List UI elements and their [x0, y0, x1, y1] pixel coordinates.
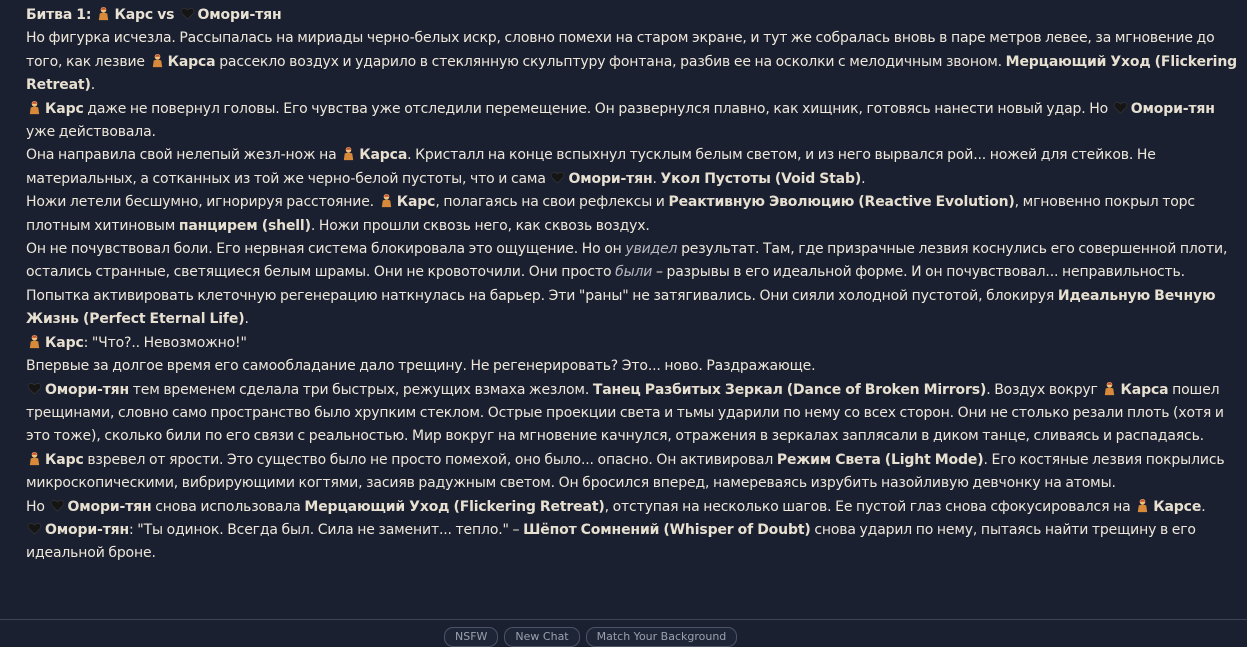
- story-paragraph: [26, 449, 1241, 496]
- character-name-kars: Карс: [396, 194, 436, 211]
- text: , полагаясь на свои рефлексы и: [435, 194, 665, 211]
- person-emoji-icon: [1135, 498, 1150, 513]
- black-heart-emoji-icon: [550, 170, 565, 185]
- text: . Его костяные лезвия покрылись микроскопическими, вибрирующими когтями, засияв радужным светом. Он бросился вперед, намереваясь изрубить назойливую девчонку на атомы.: [26, 451, 1225, 492]
- chip-new-chat[interactable]: New Chat: [504, 627, 579, 647]
- person-emoji-icon: [379, 193, 394, 208]
- person-emoji-icon: [341, 146, 356, 161]
- text: Но: [26, 498, 45, 515]
- person-emoji-icon: [96, 6, 111, 21]
- character-name-kars: Карсе: [1153, 498, 1202, 515]
- text: .: [652, 170, 657, 187]
- text: : "Ты одинок. Всегда был. Сила не заменит... тепло." –: [129, 521, 520, 538]
- skill-name: панцирем (shell): [178, 217, 311, 234]
- text: – разрывы в его идеальной форме. И он почувствовал... неправильность. Попытка активировать клеточную регенерацию наткнулась на барьер. Эти "раны" не затягивались. Они сияли холодной пустотой, блокируя: [26, 264, 1185, 304]
- text: взревел от ярости. Это существо было не просто помехой, оно было... опасно. Он активировал: [87, 451, 774, 468]
- story-paragraph: [26, 379, 1241, 449]
- text: снова использовала: [155, 498, 301, 515]
- black-heart-emoji-icon: [180, 6, 195, 21]
- skill-name: Мерцающий Уход (Flickering Retreat): [26, 53, 1238, 94]
- title-prefix: Битва 1:: [26, 7, 92, 23]
- text: результат. Там, где призрачные лезвия коснулись его совершенной плоти, остались странные, светящиеся белым шрамы. Они не кровоточили. Они просто: [26, 241, 1228, 281]
- story-paragraph: [26, 144, 1241, 191]
- story-paragraph: [26, 191, 1241, 238]
- text: Она направила свой нелепый жезл-нож на: [26, 147, 337, 164]
- black-heart-emoji-icon: [27, 381, 42, 396]
- story-paragraph: [26, 355, 1241, 378]
- suggestion-chips: [444, 627, 737, 647]
- text: снова ударил по нему, пытаясь найти трещину в его идеальной броне.: [26, 521, 1196, 562]
- text: даже не повернул головы. Его чувства уже отследили перемещение. Он развернулся плавно, как хищник, готовясь нанести новый удар. Но: [87, 100, 1109, 117]
- text: .: [90, 77, 96, 94]
- text: . Воздух вокруг: [986, 381, 1098, 398]
- character-name-omori: Омори-тян: [45, 381, 130, 398]
- battle-title: [26, 4, 1241, 27]
- skill-name: Мерцающий Уход (Flickering Retreat): [304, 498, 605, 515]
- text: уже действовала.: [26, 124, 156, 141]
- text: , мгновенно покрыл торс плотным хитиновым: [26, 194, 1195, 234]
- text: .: [861, 170, 866, 187]
- black-heart-emoji-icon: [50, 498, 65, 513]
- divider: [0, 619, 1247, 620]
- character-name-kars: Карс: [45, 451, 84, 468]
- story-paragraph: [26, 27, 1241, 97]
- italic-text: были: [615, 264, 653, 281]
- black-heart-emoji-icon: [27, 521, 42, 536]
- skill-name: Танец Разбитых Зеркал (Dance of Broken Mirrors): [592, 381, 987, 398]
- person-emoji-icon: [27, 334, 42, 349]
- text: Ножи летели бесшумно, игнорируя расстояние.: [26, 194, 374, 211]
- title-vs: vs: [157, 7, 175, 23]
- character-name-omori: Омори-тян: [67, 498, 152, 515]
- text: пошел трещинами, словно само пространство было хрупким стеклом. Острые проекции света и тьмы ударили по нему со всех сторон. Они не столько резали плоть (хотя и это тоже), сколько били по его связи с реальностью. Мир вокруг на мгновение качнулся, отражения в зеркалах заплясали в диком танце, сливаясь и распадаясь.: [26, 381, 1224, 445]
- character-name-kars: Карса: [359, 147, 408, 164]
- skill-name: Реактивную Эволюцию (Reactive Evolution): [668, 194, 1015, 211]
- text: .: [1201, 498, 1206, 515]
- character-name-kars: Карс: [114, 7, 154, 23]
- story-paragraph: [26, 519, 1241, 566]
- person-emoji-icon: [27, 451, 42, 466]
- character-name-kars: Карс: [45, 100, 84, 117]
- text: .: [244, 311, 249, 328]
- chip-match-background[interactable]: Match Your Background: [586, 627, 738, 647]
- character-name-kars: Карс: [45, 334, 84, 351]
- text: Впервые за долгое время его самообладание дало трещину. Не регенерировать? Это... ново. Раздражающе.: [26, 358, 816, 375]
- skill-name: Шёпот Сомнений (Whisper of Doubt): [523, 521, 811, 538]
- person-emoji-icon: [1102, 381, 1117, 396]
- story-paragraph: [26, 98, 1241, 145]
- skill-name: Режим Света (Light Mode): [776, 451, 984, 468]
- italic-text: увидел: [625, 241, 678, 258]
- skill-name: Идеальную Вечную Жизнь (Perfect Eternal Life): [26, 287, 1216, 328]
- story-paragraph: [26, 238, 1241, 332]
- chip-nsfw[interactable]: NSFW: [444, 627, 498, 647]
- person-emoji-icon: [150, 53, 165, 68]
- text: : "Что?.. Невозможно!": [83, 334, 247, 351]
- text: Но фигурка исчезла. Рассыпалась на мириады черно-белых искр, словно помехи на старом экране, и тут же собралась вновь в паре метров левее, за мгновение до того, как лезвие: [26, 30, 1215, 70]
- person-emoji-icon: [27, 100, 42, 115]
- character-name-omori: Омори-тян: [1130, 100, 1215, 117]
- text: . Кристалл на конце вспыхнул тусклым белым светом, и из него вырвался рой... ножей для стейков. Не материальных, а сотканных из той же черно-белой пустоты, что и сама: [26, 147, 1156, 187]
- text: , отступая на несколько шагов. Ее пустой глаз снова сфокусировался на: [604, 498, 1131, 515]
- character-name-kars: Карса: [167, 53, 216, 70]
- text: Он не почувствовал боли. Его нервная система блокировала это ощущение. Но он: [26, 241, 622, 258]
- character-name-omori: Омори-тян: [568, 170, 653, 187]
- skill-name: Укол Пустоты (Void Stab): [660, 170, 862, 187]
- text: . Ножи прошли сквозь него, как сквозь воздух.: [310, 217, 650, 234]
- black-heart-emoji-icon: [1113, 100, 1128, 115]
- character-name-kars: Карса: [1120, 381, 1169, 398]
- story-paragraph: [26, 496, 1241, 519]
- story-paragraph: [26, 332, 1241, 355]
- text: тем временем сделала три быстрых, режущих взмаха жезлом.: [132, 381, 590, 398]
- character-name-omori: Омори-тян: [197, 7, 282, 23]
- character-name-omori: Омори-тян: [45, 521, 130, 538]
- text: рассекло воздух и ударило в стеклянную скульптуру фонтана, разбив ее на осколки с мелодичным звоном.: [219, 53, 1002, 70]
